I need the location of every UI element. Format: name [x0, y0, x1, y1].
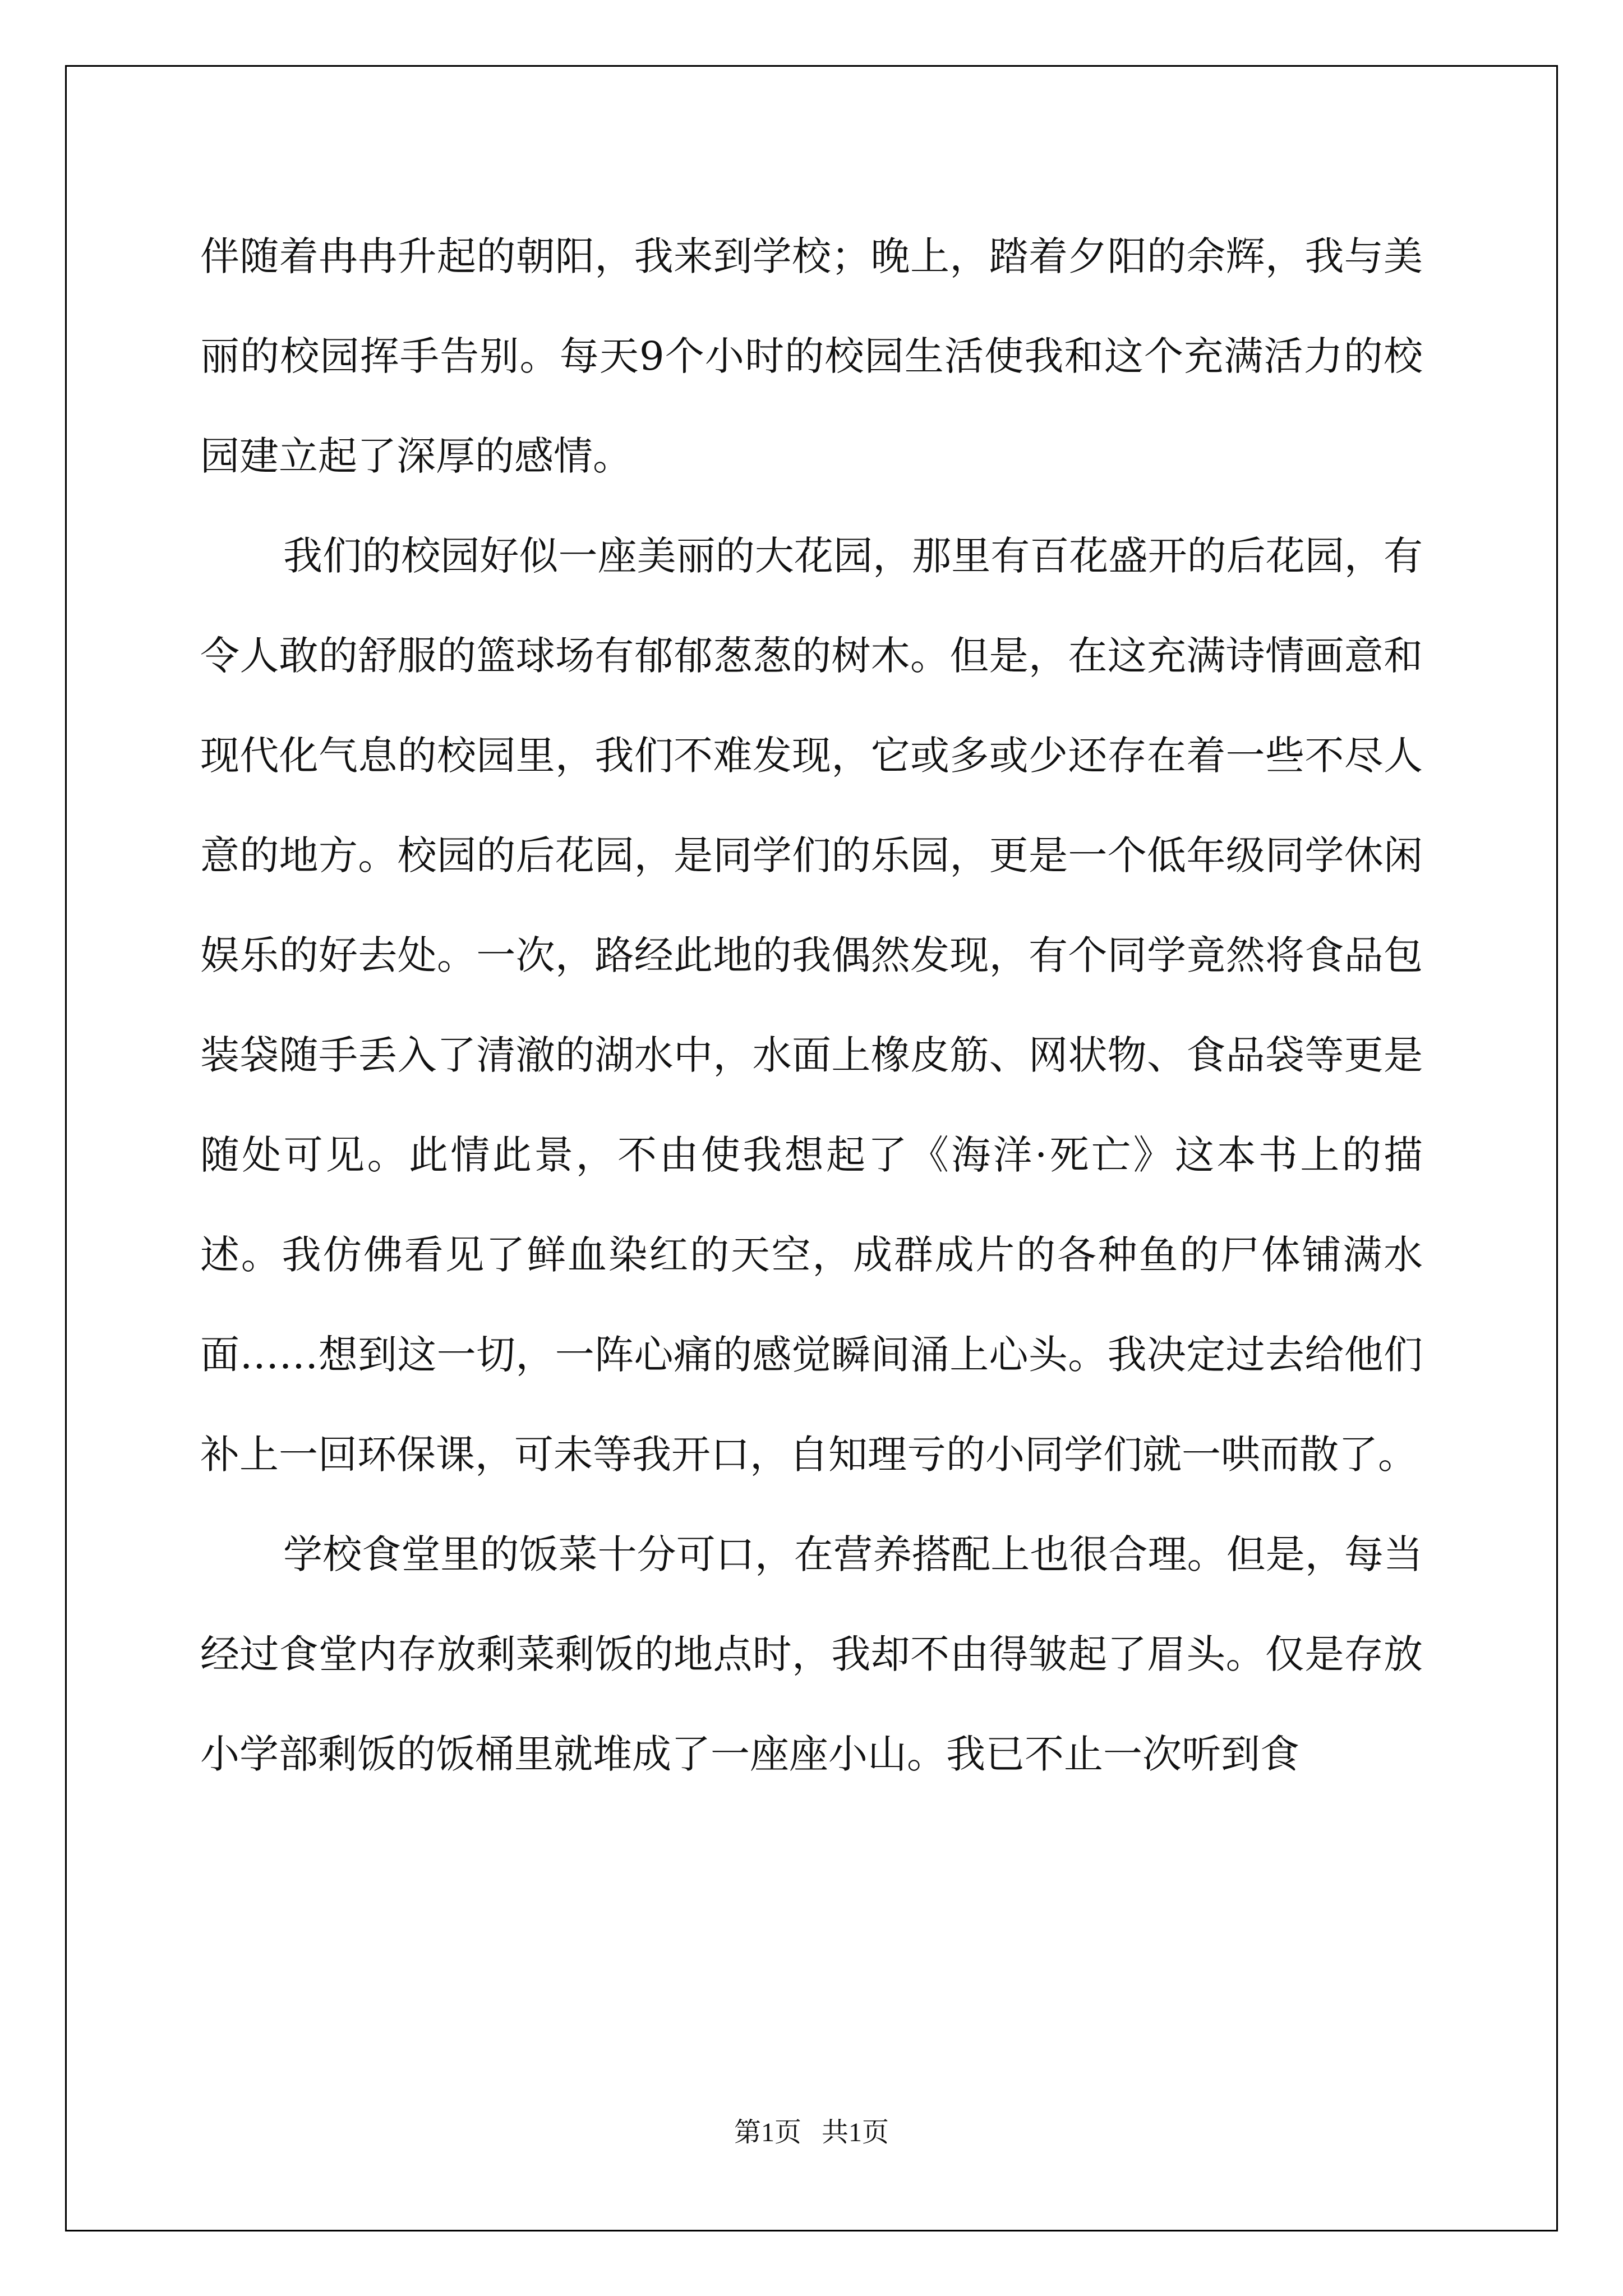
paragraph-2: 我们的校园好似一座美丽的大花园，那里有百花盛开的后花园，有令人敢的舒服的篮球场有郁郁葱葱的树木。但是，在这充满诗情画意和现代化气息的校园里，我们不难发现，它或多或少还存在着一些不尽人意的地方。校园的后花园，是同学们的乐园，更是一个低年级同学休闲娱乐的好去处。一次，路经此地的我偶然发现，有个同学竟然将食品包装袋随手丢入了清澈的湖水中，水面上橡皮筋、网状物、食品袋等更是随处可见。此情此景，不由使我想起了《海洋·死亡》这本书上的描述。我仿佛看见了鲜血染红的天空，成群成片的各种鱼的尸体铺满水面……想到这一切，一阵心痛的感觉瞬间涌上心头。我决定过去给他们补上一回环保课，可未等我开口，自知理亏的小同学们就一哄而散了。 [200, 533, 1423, 1478]
footer-gap [801, 2118, 822, 2147]
page-total: 共1页 [822, 2118, 889, 2147]
page-footer [0, 2110, 1623, 2149]
document-body [200, 206, 1423, 1804]
paragraph-1: 伴随着冉冉升起的朝阳，我来到学校；晚上，踏着夕阳的余辉，我与美丽的校园挥手告别。每天9个小时的校园生活使我和这个充满活力的校园建立起了深厚的感情。 [200, 233, 1423, 479]
page-number: 第1页 [734, 2118, 801, 2147]
paragraph-3: 学校食堂里的饭菜十分可口，在营养搭配上也很合理。但是，每当经过食堂内存放剩菜剩饭的地点时，我却不由得皱起了眉头。仅是存放小学部剩饭的饭桶里就堆成了一座座小山。我已不止一次听到食 [200, 1531, 1423, 1777]
